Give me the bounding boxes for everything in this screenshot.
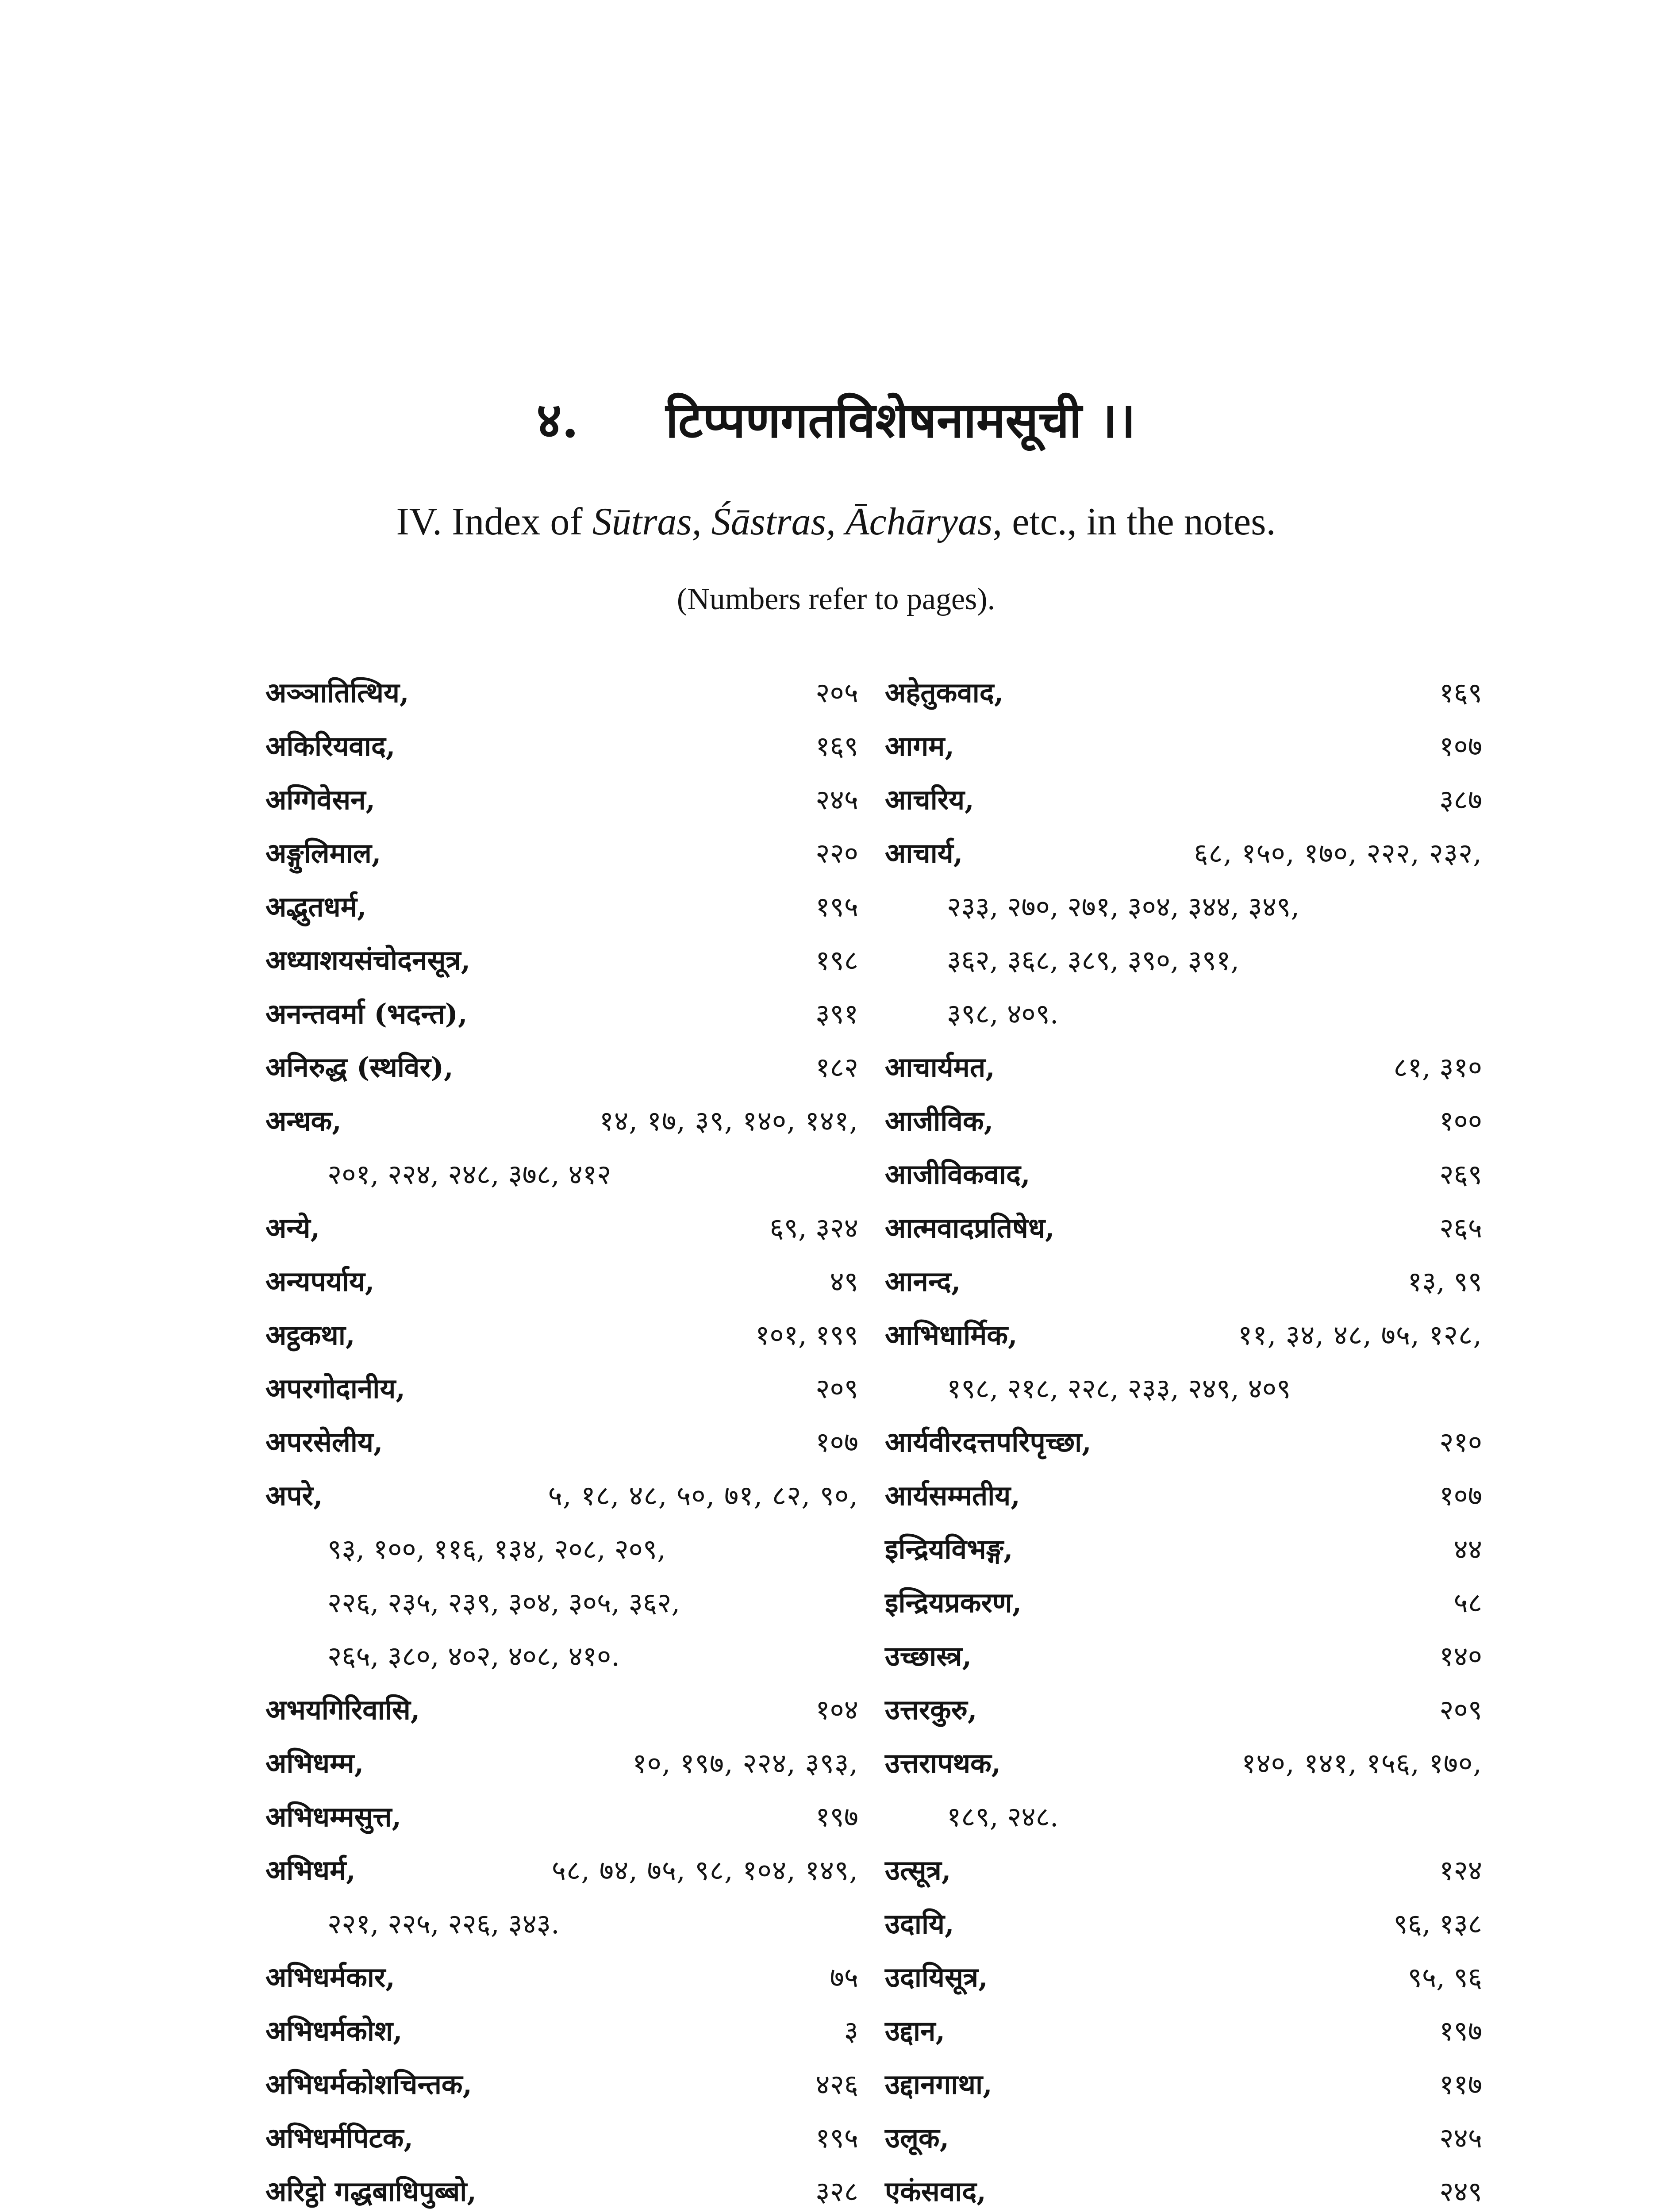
index-entry [265,1790,858,1843]
index-term: अपरसेलीय, [265,1426,383,1458]
page-references: २२० [815,837,858,869]
index-entry-continuation [265,1576,858,1629]
page-references: १०४ [815,1694,858,1726]
index-term: अकिरियवाद, [265,730,396,762]
index-entry [265,880,858,933]
index-term: उत्तरकुरु, [885,1694,977,1726]
index-entry [265,2165,858,2212]
index-term: अभिधर्मपिटक, [265,2122,413,2154]
index-term: आभिधार्मिक, [885,1319,1018,1351]
section-number: ४. [536,392,579,449]
index-term: उलूक, [885,2122,949,2154]
page-references: ४९ [830,1265,858,1298]
page-references: १४० [1439,1640,1482,1672]
page-references: २१० [1439,1426,1482,1458]
page-references: ३ [844,2015,858,2047]
index-entry [885,773,1482,826]
index-entry-continuation [265,1897,858,1951]
index-term: उद्दान, [885,2015,946,2047]
index-entry [265,1362,858,1415]
index-entry [265,1683,858,1736]
page-references: २०५ [815,676,858,709]
page-references: १२४ [1439,1854,1482,1886]
index-entry [885,1522,1482,1576]
index-term: अन्धक, [265,1105,342,1137]
page-references: ३२८ [815,2175,858,2208]
page-references: ११, ३४, ४८, ७५, १२८, [1238,1319,1482,1351]
index-entry [885,1843,1482,1897]
page-references: १६९ [1439,676,1482,709]
page-references: ३९१ [815,998,858,1030]
index-term: अभिधम्मसुत्त, [265,1801,402,1833]
index-term: उद्दानगाथा, [885,2068,992,2101]
index-entry [265,1843,858,1897]
index-term: आर्यवीरदत्तपरिपृच्छा, [885,1426,1092,1458]
index-entry-continuation [265,1629,858,1683]
page-references: १३, ९९ [1407,1265,1482,1298]
page-references: ९६, १३८ [1393,1908,1482,1940]
english-heading-suffix: etc., in the notes. [1012,500,1276,543]
index-entry [265,1736,858,1790]
page-references: ५८, ७४, ७५, ९८, १०४, १४९, [551,1854,858,1886]
index-term: आनन्द, [885,1265,961,1298]
page-references: २२१, २२५, २२६, ३४३. [327,1908,560,1940]
index-entry [885,1148,1482,1201]
index-entry [885,1308,1482,1362]
index-entry [885,2004,1482,2058]
index-term: अभयगिरिवासि, [265,1694,420,1726]
index-entry [265,2111,858,2165]
page-references: १९५ [815,2122,858,2154]
index-entry [265,933,858,987]
page-references: १४०, १४१, १५६, १७०, [1242,1747,1482,1779]
index-term: इन्द्रियविभङ्ग, [885,1533,1013,1565]
page-references: ६८, १५०, १७०, २२२, २३२, [1194,837,1482,869]
page-references: १६९ [815,730,858,762]
index-entry [885,2111,1482,2165]
index-term: अरिट्ठो गद्धबाधिपुब्बो, [265,2175,477,2208]
english-heading [0,498,1672,546]
index-term: अङ्गुलिमाल, [265,837,381,869]
index-entry-continuation [885,933,1482,987]
page-references: ३६२, ३६८, ३८९, ३९०, ३९१, [947,944,1239,976]
index-term: आचार्यमत, [885,1051,995,1083]
index-term: आचरिय, [885,783,974,816]
index-entry [885,1041,1482,1094]
index-entry [885,1201,1482,1255]
index-entry-continuation [885,987,1482,1041]
page-references: २४५ [1439,2122,1482,2154]
page-references: १८२ [815,1051,858,1083]
page-references: ११७ [1439,2068,1482,2101]
page-references: १९७ [1439,2015,1482,2047]
english-heading-acharyas: Āchāryas, [845,500,1003,543]
page-references: ४२६ [815,2068,858,2101]
index-entry [265,666,858,719]
index-term: अध्याशयसंचोदनसूत्र, [265,944,471,976]
index-term: इन्द्रियप्रकरण, [885,1586,1022,1619]
index-entry [265,826,858,880]
index-term: अभिधर्मकार, [265,1961,395,1993]
index-term: अपरे, [265,1479,323,1512]
index-term: अभिधर्मकोश, [265,2015,403,2047]
page-reference-note: (Numbers refer to pages). [676,582,996,616]
page-references: २६५ [1439,1212,1482,1244]
index-term: उच्छास्त्र, [885,1640,972,1672]
index-entry [885,1469,1482,1522]
english-heading-prefix: IV. Index of [396,500,583,543]
index-term: एकंसवाद, [885,2175,986,2208]
index-entry [265,1255,858,1308]
index-entry [885,1629,1482,1683]
page-references: १४, १७, ३९, १४०, १४१, [599,1105,858,1137]
index-entry [885,2058,1482,2111]
index-term: अभिधम्म, [265,1747,364,1779]
index-entry [885,1094,1482,1148]
page-references: २२६, २३५, २३९, ३०४, ३०५, ३६२, [327,1586,680,1619]
page-references: ९५, ९६ [1407,1961,1482,1993]
index-entry-continuation [885,1362,1482,1415]
page-references: २०१, २२४, २४८, ३७८, ४१२ [327,1158,611,1190]
page-references: ८१, ३१० [1393,1051,1482,1083]
page-references: १०, १९७, २२४, ३९३, [632,1747,858,1779]
index-term: अट्ठकथा, [265,1319,355,1351]
index-entry [885,1576,1482,1629]
page-references: १०७ [815,1426,858,1458]
index-entry [265,1201,858,1255]
index-entry [265,2058,858,2111]
page-references: १०७ [1439,1479,1482,1512]
index-entry [885,1951,1482,2004]
index-entry [885,826,1482,880]
index-entry [885,1736,1482,1790]
english-heading-sastras: Śāstras, [711,500,836,543]
page-references: २३३, २७०, २७१, ३०४, ३४४, ३४९, [947,891,1300,923]
index-entry [885,666,1482,719]
index-entry [265,987,858,1041]
index-entry [265,773,858,826]
page-references: ९३, १००, ११६, १३४, २०८, २०९, [327,1533,666,1565]
index-term: आचार्य, [885,837,963,869]
index-term: अभिधर्मकोशचिन्तक, [265,2068,473,2101]
index-term: आजीविकवाद, [885,1158,1030,1190]
index-entry [885,1897,1482,1951]
index-entry [265,1094,858,1148]
index-entry [265,2004,858,2058]
index-term: उत्सूत्र, [885,1854,951,1886]
index-term: आत्मवादप्रतिषेध, [885,1212,1055,1244]
index-term: आर्यसम्मतीय, [885,1479,1020,1512]
index-entry [885,2165,1482,2212]
english-heading-sutras: Sūtras, [592,500,702,543]
index-term: अनन्तवर्मा (भदन्त), [265,998,468,1030]
index-entry [265,719,858,773]
index-entry-continuation [885,880,1482,933]
page-references: २६९ [1439,1158,1482,1190]
index-column-right [885,666,1482,2212]
index-term: अहेतुकवाद, [885,676,1004,709]
page-references: १०१, १९९ [755,1319,858,1351]
index-entry [265,1415,858,1469]
index-entry-continuation [265,1148,858,1201]
page-references: ५, १८, ४८, ५०, ७१, ८२, ९०, [548,1479,858,1512]
index-term: आजीविक, [885,1105,994,1137]
page-references: १९७ [815,1801,858,1833]
page-references: १९५ [815,891,858,923]
index-entry [885,1415,1482,1469]
index-entry [265,1041,858,1094]
index-entry-continuation [885,1790,1482,1843]
index-term: अपरगोदानीय, [265,1372,405,1405]
index-entry [265,1308,858,1362]
page-references: ६९, ३२४ [769,1212,858,1244]
index-term: अद्भुतधर्म, [265,891,367,923]
index-term: उदायि, [885,1908,954,1940]
page-references: २४५ [815,783,858,816]
index-entry [265,1469,858,1522]
index-term: आगम, [885,730,954,762]
devanagari-heading [0,389,1672,451]
index-term: अभिधर्म, [265,1854,356,1886]
index-term: अग्गिवेसन, [265,783,376,816]
page-references: २६५, ३८०, ४०२, ४०८, ४१०. [327,1640,620,1672]
index-term: उदायिसूत्र, [885,1961,988,1993]
section-title-devanagari: टिप्पणगतविशेषनामसूची ।। [665,392,1136,449]
page-references: ५८ [1453,1586,1482,1619]
index-term: अञ्ञातित्थिय, [265,676,409,709]
page-references: १८९, २४८. [947,1801,1059,1833]
index-column-left [265,666,858,2212]
index-term: उत्तरापथक, [885,1747,1001,1779]
index-entry-continuation [265,1522,858,1576]
page-references: २०९ [815,1372,858,1405]
index-term: अन्यपर्याय, [265,1265,375,1298]
index-entry [885,1683,1482,1736]
page-references: २०९ [1439,1694,1482,1726]
page-references: १९८ [815,944,858,976]
index-entry [885,1255,1482,1308]
page-references: २४९ [1439,2175,1482,2208]
index-entry [265,1951,858,2004]
index-entry [885,719,1482,773]
index-term: अनिरुद्ध (स्थविर), [265,1051,454,1083]
index-term: अन्ये, [265,1212,320,1244]
page-references: ३८७ [1439,783,1482,816]
page-references: ४४ [1453,1533,1482,1565]
page-references: ३९८, ४०९. [947,998,1059,1030]
page-references: १९८, २१८, २२८, २३३, २४९, ४०९ [947,1372,1291,1405]
page-references: ७५ [830,1961,858,1993]
page-references: १०७ [1439,730,1482,762]
page-references: १०० [1439,1105,1482,1137]
